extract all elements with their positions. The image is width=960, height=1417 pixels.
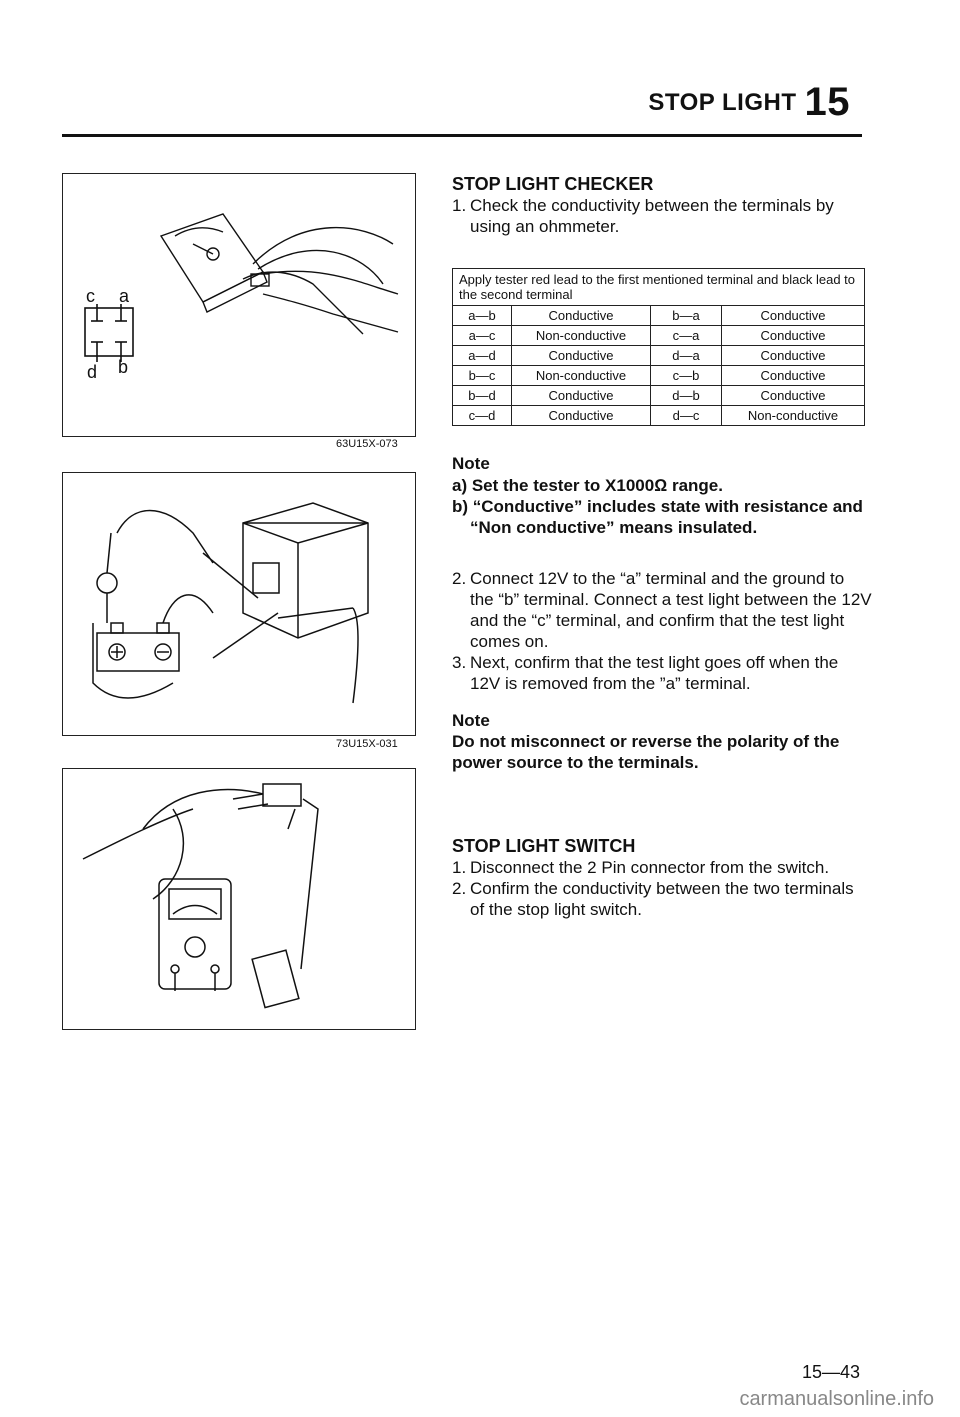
- table-row: [453, 346, 865, 366]
- table-cell: Conductive: [722, 386, 865, 406]
- figure-test-light-circuit: [62, 472, 416, 736]
- table-cell: b—c: [453, 366, 512, 386]
- table-header-row: [453, 269, 865, 306]
- header-rule: [62, 134, 862, 137]
- switch-step-1: [452, 857, 872, 878]
- checker-step-2-text: Connect 12V to the “a” terminal and the ground to the “b” terminal. Connect a test light between the 12V and the “c” terminal, and confirm that the test light comes on.: [470, 569, 872, 651]
- table-cell: c—d: [453, 406, 512, 426]
- figure-code-2: 73U15X-031: [336, 738, 398, 750]
- note-1-line-a: a) Set the tester to X1000Ω range.: [452, 476, 723, 495]
- figure-stop-light-switch: [62, 768, 416, 1030]
- checker-step-3: [452, 652, 872, 694]
- table-row: [453, 406, 865, 426]
- page-header-title: [648, 80, 850, 125]
- table-cell: a—d: [453, 346, 512, 366]
- terminal-label-a: a: [119, 286, 130, 306]
- table-cell: c—a: [651, 326, 722, 346]
- table-cell: Non-conductive: [512, 366, 651, 386]
- checker-step-1-num: 1.: [452, 196, 467, 215]
- table-cell: Non-conductive: [512, 326, 651, 346]
- terminal-label-b: b: [118, 357, 129, 377]
- checker-step-3-num: 3.: [452, 653, 467, 672]
- table-cell: Conductive: [722, 326, 865, 346]
- watermark: carmanualsonline.info: [739, 1388, 934, 1410]
- table-cell: Conductive: [512, 406, 651, 426]
- checker-ohmmeter-illustration: [63, 174, 415, 436]
- table-cell: Conductive: [722, 346, 865, 366]
- switch-step-2-num: 2.: [452, 879, 467, 898]
- table-cell: d—a: [651, 346, 722, 366]
- table-cell: Conductive: [722, 366, 865, 386]
- table-row: [453, 306, 865, 326]
- switch-step-1-text: Disconnect the 2 Pin connector from the switch.: [470, 858, 830, 877]
- figure-code-1: 63U15X-073: [336, 438, 398, 450]
- table-cell: c—b: [651, 366, 722, 386]
- test-light-circuit-illustration: [63, 473, 415, 735]
- checker-heading: STOP LIGHT CHECKER: [452, 174, 654, 194]
- checker-step-3-text: Next, confirm that the test light goes off when the 12V is removed from the ”a” terminal.: [470, 653, 839, 693]
- table-cell: b—d: [453, 386, 512, 406]
- table-cell: Conductive: [512, 306, 651, 326]
- stop-light-switch-illustration: [63, 769, 415, 1029]
- switch-step-2: [452, 878, 872, 920]
- table-header-cell: Apply tester red lead to the first mentioned terminal and black lead to the second terminal: [453, 269, 865, 306]
- conductivity-table: [452, 268, 865, 426]
- note-2-text: Do not misconnect or reverse the polarity of the power source to the terminals.: [452, 732, 840, 772]
- page-number: 15—43: [801, 1362, 860, 1382]
- table-cell: Conductive: [512, 386, 651, 406]
- table-row: [453, 386, 865, 406]
- header-title-text: STOP LIGHT: [648, 89, 797, 116]
- note-1-label: Note: [452, 454, 490, 473]
- note-1-line-b: b) “Conductive” includes state with resistance and “Non conductive” means insulated.: [452, 497, 863, 537]
- checker-step-2: [452, 568, 872, 652]
- switch-heading: STOP LIGHT SWITCH: [452, 836, 636, 856]
- switch-step-1-num: 1.: [452, 858, 467, 877]
- table-cell: a—c: [453, 326, 512, 346]
- terminal-label-d: d: [87, 362, 98, 382]
- table-cell: Non-conductive: [722, 406, 865, 426]
- table-cell: Conductive: [512, 346, 651, 366]
- switch-step-2-text: Confirm the conductivity between the two terminals of the stop light switch.: [470, 879, 854, 919]
- terminal-label-c: c: [86, 286, 95, 306]
- note-2-label: Note: [452, 711, 490, 730]
- table-cell: d—c: [651, 406, 722, 426]
- table-row: [453, 366, 865, 386]
- table-cell: Conductive: [722, 306, 865, 326]
- table-cell: d—b: [651, 386, 722, 406]
- figure-checker-ohmmeter: [62, 173, 416, 437]
- table-cell: a—b: [453, 306, 512, 326]
- table-row: [453, 326, 865, 346]
- table-cell: b—a: [651, 306, 722, 326]
- checker-step-1-text: Check the conductivity between the terminals by using an ohmmeter.: [470, 196, 834, 236]
- checker-step-1: [452, 195, 872, 237]
- section-number: 15: [804, 80, 850, 124]
- checker-step-2-num: 2.: [452, 569, 467, 588]
